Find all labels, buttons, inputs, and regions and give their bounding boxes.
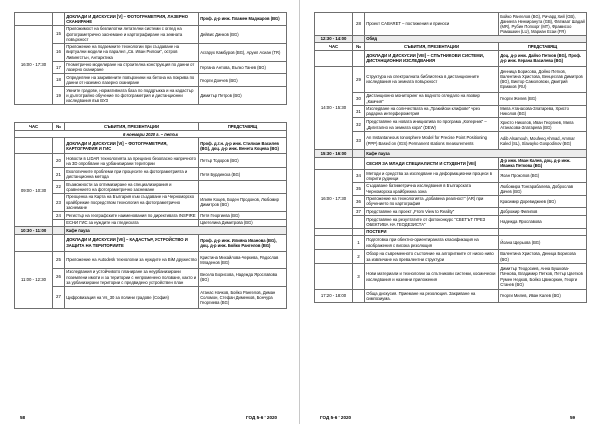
presenter-cell: Доброжир Филипов xyxy=(499,208,587,216)
title-cell: Структура на спектралната библиотека в дистанционните изследвания на земната повърхност xyxy=(365,66,499,92)
number-cell: 35 xyxy=(353,182,365,195)
presenter-cell: Мила Атанасова-Златарева, Христо Николов (BG) xyxy=(499,105,587,118)
time-cell: 09:00 - 10:30 xyxy=(15,154,53,227)
number-cell: 36 xyxy=(353,195,365,208)
break-row xyxy=(315,150,587,158)
presenter-cell: Adib Alsamouh, Moufeeq Ahmad, Ammar Kaled (SL), Slavayko Gospodinov (BG) xyxy=(499,132,587,150)
session-row xyxy=(315,157,587,169)
table-row xyxy=(315,236,587,250)
title-cell: Обзор на съвременното състояние на алгоритмите от нискo ниво за извличане на превалентни структури xyxy=(365,250,499,264)
number-cell: 2 xyxy=(353,250,365,264)
program-table-right xyxy=(314,12,587,303)
time-cell xyxy=(315,250,353,264)
title-cell: Приложение на Autodesk технологии за нуждите на BiM дружество xyxy=(65,251,199,268)
page-number-right: 59 xyxy=(570,415,576,420)
table-row xyxy=(315,195,587,208)
session-row xyxy=(315,228,587,235)
number-cell xyxy=(353,150,365,158)
break-row xyxy=(15,227,287,235)
presenter-cell: Гергана Антова, Вълко Танев (BG) xyxy=(199,61,287,74)
presenter-cell: Цветелина Димитрова (BG) xyxy=(199,219,287,226)
time-cell xyxy=(15,13,53,26)
presenter-cell: Проф. д.т.н. д-р инж. Стилиан Василев (BG), доц. д-р инж. Венета Коцева (BG) xyxy=(199,138,287,154)
number-cell xyxy=(353,215,365,228)
number-cell: 24 xyxy=(53,211,65,219)
time-cell xyxy=(15,138,53,154)
presenter-cell: Йоана Щерьова (BG) xyxy=(499,236,587,250)
table-row xyxy=(15,181,287,194)
title-cell: Обща дискусия. Приемане на резолюция. Закриване на симпозиума. xyxy=(365,290,499,303)
number-cell: № xyxy=(353,43,365,51)
number-cell xyxy=(53,219,65,226)
time-cell xyxy=(315,50,353,66)
time-cell: 16:00 - 17:30 xyxy=(15,25,53,104)
table-row xyxy=(315,250,587,264)
title-cell: Определяне на закривените повърхнини на бетона на покрива по данни от наземно лазерно сканиране xyxy=(65,74,199,87)
title-cell: СЪБИТИЯ, ПРЕЗЕНТАЦИИ xyxy=(365,43,499,51)
time-cell: ЧАС xyxy=(315,43,353,51)
table-row xyxy=(315,182,587,195)
presenter-cell: Георги Дончев (BG) xyxy=(199,74,287,87)
program-table-left-top xyxy=(14,12,287,105)
page-number-left: 58 xyxy=(20,415,26,420)
number-cell: 16 xyxy=(53,43,65,61)
time-cell: ЧАС xyxy=(15,123,53,131)
page-right xyxy=(300,0,600,424)
title-cell: Представяне на резултатите от фотоконкурс "СВЕТЪТ ПРЕЗ ОБЕКТИВА НА ГЕОДЕЗИСТА" xyxy=(365,215,499,228)
table-row xyxy=(15,286,287,308)
time-cell: 14:00 - 15:30 xyxy=(315,66,353,149)
table-row xyxy=(315,132,587,150)
presenter-cell: Красимир Доревиджиев (BG) xyxy=(499,195,587,208)
number-cell xyxy=(353,157,365,169)
title-cell: СЕСИЯ ЗА МЛАДИ СПЕЦИАЛИСТИ И СТУДЕНТИ [VIII] xyxy=(365,157,499,169)
presenter-cell: Любомира Тонгарабалева, Доброслав Дачев (BG) xyxy=(499,182,587,195)
program-table-left-main xyxy=(14,122,287,309)
presenter-cell: Бойко Рангелов (BG), Ричард Хий (GB), Даниела Ненкиранута (GB), Фатмаат Шадай (MR), Рубин Попхорг (MT), Фрамисоо Ромашкин (LU), Мариан Есаи (FR) xyxy=(500,13,585,34)
table-row xyxy=(15,154,287,168)
number-cell: 20 xyxy=(53,154,65,168)
time-cell: 10:30 - 11:00 xyxy=(15,227,53,235)
date-row xyxy=(15,131,287,138)
number-cell: 22 xyxy=(53,181,65,194)
number-cell: 15 xyxy=(53,25,65,43)
presenter-cell: Димитър Теодосиев, Анна Бушкова-Пачкова, Владимир Петков, Петър Цветков Румен Недков, Бойко Цвикоркин, Георги Станев (BG) xyxy=(499,264,587,290)
journal-issue-left: ГОД 5-6 ' 2020 xyxy=(246,415,278,420)
presenter-cell: Яоан Прокопов (BG) xyxy=(499,170,587,183)
number-cell: № xyxy=(53,123,65,131)
title-cell: Геометрично моделиране на строителна конструкция по данни от лазерно сканиране xyxy=(65,61,199,74)
title-cell: Дистанционно мониторинг на водното огледало на язовир „Камчия" xyxy=(365,92,499,105)
table-row xyxy=(315,170,587,183)
number-cell xyxy=(53,234,65,251)
presenter-cell: Валентина Христова, Деница Борисова (BG) xyxy=(499,250,587,264)
time-cell: 11:00 - 12:30 xyxy=(15,251,53,308)
presenter-cell: Дейвис Динков (BG) xyxy=(199,25,287,43)
table-row xyxy=(15,219,287,226)
table-header-row xyxy=(315,43,587,51)
table-row xyxy=(315,208,587,216)
table-row xyxy=(15,251,287,268)
table-row xyxy=(315,215,587,228)
title-cell: Създаване батиметрична изследвания в Българската Черноморска крайбрежна зона xyxy=(365,182,499,195)
presenter-cell: Проф. д-р инж. Пламен Маджаров (BG) xyxy=(199,13,287,26)
title-cell: Подготовка при обектно-ориентираната класификация на изображения с висока резолюция xyxy=(365,236,499,250)
number-cell: 3 xyxy=(353,264,365,290)
number-cell: 19 xyxy=(53,86,65,104)
number-cell xyxy=(53,227,65,235)
title-cell: Умните градове, нормативната база по поддръжка и на кадастър и дълготрайно обучение по фотограметрия и дистанционни изследвания във ВУЗ xyxy=(65,86,199,104)
table-row xyxy=(15,74,287,87)
presenter-cell: Петя Георгиева (BG) xyxy=(199,211,287,219)
table-row xyxy=(315,105,587,118)
break-row xyxy=(315,35,587,43)
number-cell: 37 xyxy=(353,208,365,216)
title-cell: Проект CABARET – постижения и приноси xyxy=(365,13,499,36)
presenter-cell xyxy=(199,181,287,194)
time-cell xyxy=(315,13,353,36)
presenter-cell: Атанас Начков, Бойко Рангелов, Диман Соломон, Стефан Дименков, Бончура Георгиева (BG) xyxy=(199,286,287,308)
title-cell: ДОКЛАДИ И ДИСКУСИИ [VI] – ФОТОГРАМЕТРИЯ, КАРТОГРАФИЯ И ГИС xyxy=(65,138,199,154)
presenter-cell: Димитър Петров (BG) xyxy=(199,86,287,104)
journal-issue-right: ГОД 5-6 ' 2020 xyxy=(320,415,352,420)
number-cell xyxy=(353,290,365,303)
presenter-cell: Денница Борисова, Дойно Петков, Валентина Христова, Венцеслав Димитров (BG), Виктор Самоловски, Дмитрий Ермаков (RU) xyxy=(499,66,587,92)
session-row xyxy=(315,50,587,66)
title-cell: Кафе пауза xyxy=(65,227,287,235)
table-row xyxy=(15,211,287,219)
session-row xyxy=(15,13,287,26)
table-row xyxy=(315,118,587,132)
number-cell: 27 xyxy=(53,286,65,308)
time-cell xyxy=(315,228,353,235)
presenter-cell: Петър Тодоров (BG) xyxy=(199,154,287,168)
number-cell: 30 xyxy=(353,92,365,105)
time-cell xyxy=(315,157,353,169)
title-cell: Изследване на солнчествата на „Тракийски клифове" чрез радарна интерферометрия xyxy=(365,105,499,118)
title-cell: СЪБИТИЯ, ПРЕЗЕНТАЦИИ xyxy=(65,123,199,131)
title-cell: ЕСНИ ГИС за нуждите на гледеската xyxy=(65,219,199,226)
date-cell: 6 ноември 2020 г. – петък xyxy=(15,131,287,138)
number-cell xyxy=(53,138,65,154)
table-row xyxy=(15,193,287,211)
title-cell: Кафе пауза xyxy=(365,150,587,158)
presenter-cell: Надежда Ярославова xyxy=(499,215,587,228)
title-cell: Представяне на новата инициатива по програма „Коперник" – „Дигитално на земната кора" (DEW) xyxy=(365,118,499,132)
number-cell: 29 xyxy=(353,66,365,92)
presenter-cell: Георги Милев, Иван Калев (BG) xyxy=(499,290,587,303)
number-cell xyxy=(353,228,365,235)
number-cell: 18 xyxy=(53,74,65,87)
time-cell xyxy=(315,264,353,290)
time-cell: 15:30 - 16:00 xyxy=(315,150,353,158)
table-row xyxy=(315,92,587,105)
title-cell: Цифровизация на Vs_30 за полини градове (София) xyxy=(65,286,199,308)
title-cell: ДОКЛАДИ И ДИСКУСИИ [V] – ФОТОГРАМЕТРИЯ, ЛАЗЕРНО СКАНИРАНЕ xyxy=(65,13,199,26)
time-cell xyxy=(15,234,53,251)
presenter-cell: Христо Николов, Иван Георгиев, Мила Атанасова-Златарева (BG) xyxy=(499,118,587,132)
number-cell: 32 xyxy=(353,118,365,132)
number-cell: 23 xyxy=(53,193,65,211)
title-cell: Изследвания и устойчивото планиране за неурбанизирани поземлени имоти и за територии с непроменено ползване, както и за урбанизирани територии с предвидено устройствен план xyxy=(65,268,199,286)
presenter-cell: Петя Бурдинска (BG) xyxy=(199,168,287,181)
time-cell xyxy=(315,236,353,250)
time-cell: 17:20 - 18:00 xyxy=(315,290,353,303)
number-cell xyxy=(53,13,65,26)
number-cell: 31 xyxy=(353,105,365,118)
presenter-cell xyxy=(499,228,587,235)
table-row xyxy=(15,25,287,43)
presenter-cell: ПРЕДСТАВЯЩ xyxy=(199,123,287,131)
number-cell: 1 xyxy=(353,236,365,250)
number-cell: 21 xyxy=(53,168,65,181)
presenter-cell: Георги Желев (BG) xyxy=(499,92,587,105)
title-cell: Обяд xyxy=(365,35,587,43)
title-cell: Методи и средства за изследване на деформационни процеси в открити рудници xyxy=(365,170,499,183)
presenter-cell: Доц. д-р инж. Дайчо Петков (BG), Проф. д-р инж. Керана Василева (BG) xyxy=(499,50,587,66)
title-cell: Преоценка на Карта на България към създаване на Черноморско крайбрежие посредством технология на фотограметрично заснемане xyxy=(65,193,199,211)
number-cell: 34 xyxy=(353,170,365,183)
number-cell xyxy=(353,50,365,66)
title-cell: Новости в LIDAR технологията за прецизно безопасно напречното на 3D опробване на урбанизирани територии xyxy=(65,154,199,168)
number-cell: 17 xyxy=(53,61,65,74)
title-cell: Регистър на географските наименования по директивата INSPIRE xyxy=(65,211,199,219)
title-cell: Представяне на проект „From View to Reality" xyxy=(365,208,499,216)
title-cell: An Instantaneous Ionosphere Model for Precise Point Positioning (PPP) Based on (IGS) Permanent stations measurements xyxy=(365,132,499,150)
title-cell: ПОСТЕРИ xyxy=(365,228,499,235)
presenter-cell: ПРЕДСТАВЯЩ xyxy=(499,43,587,51)
title-cell: Нови материали и технологии за спътникови системи, космически изследвания и наземни приложения xyxy=(365,264,499,290)
title-cell: Възможности за оптимизиране на специализирания и сравнението на фотограметрично заснемане xyxy=(65,181,199,194)
title-cell: ДОКЛАДИ И ДИСКУСИИ [VII] – КАДАСТЪР, УСТРОЙСТВО И ЗАЩИТА НА ТЕРИТОРИИТЕ xyxy=(65,234,199,251)
table-row xyxy=(315,13,587,36)
time-cell: 16:00 - 17:30 xyxy=(315,170,353,228)
table-row xyxy=(15,86,287,104)
presenter-cell: Д-р инж. Иван Калев, доц. д-р инж. Иванка Петкова (BG) xyxy=(499,157,587,169)
presenter-cell: Проф. д-р инж. Илиянa Иванова (BG), доц. д-р инж. Бойко Рангелов (BG) xyxy=(199,234,287,251)
title-cell: Приложимост на безпилотни летателни системи с оглед на фотограметрично заснемане и картографиране на земната повърхност xyxy=(65,25,199,43)
table-row xyxy=(315,66,587,92)
number-cell: 25 xyxy=(53,251,65,268)
table-row xyxy=(15,43,287,61)
session-row xyxy=(15,234,287,251)
title-cell: Приложение на подземните технологии при създаване на виртуални модели на паралел „Св. Иван Рилски", остров Ливингстън, Антарктика xyxy=(65,43,199,61)
table-row xyxy=(15,61,287,74)
number-cell: 26 xyxy=(53,268,65,286)
number-cell xyxy=(353,35,365,43)
table-header-row xyxy=(15,123,287,131)
table-row xyxy=(15,268,287,286)
number-cell: 33 xyxy=(353,132,365,150)
presenter-cell: Весела Борисова, Надежда Ярославова (BG) xyxy=(199,268,287,286)
table-row xyxy=(315,264,587,290)
title-cell: Приложение на технологията „добавена реалност" (AR) при обучението по картография xyxy=(365,195,499,208)
presenter-cell: Илиян Коцев, Боден Продонов, Любомир Димитров (BG) xyxy=(199,193,287,211)
time-cell: 12:30 - 14:00 xyxy=(315,35,353,43)
presenter-cell: Кристина Михайлова-Черкева, Радослав Младенов (BG) xyxy=(199,251,287,268)
session-row xyxy=(15,138,287,154)
title-cell: ДОКЛАДИ И ДИСКУСИИ [VIII] – СПЪТНИКОВИ СИСТЕМИ, ДИСТАНЦИОННИ ИЗСЛЕДВАНИЯ xyxy=(365,50,499,66)
title-cell: Екологичните проблеми при процесите на фотограметрията и дистанционна метода xyxy=(65,168,199,181)
presenter-cell: Асгарух Камбуров (BG), Аруил Асиан (TR) xyxy=(199,43,287,61)
table-row xyxy=(15,168,287,181)
table-row xyxy=(315,290,587,303)
number-cell: 28 xyxy=(353,13,365,36)
